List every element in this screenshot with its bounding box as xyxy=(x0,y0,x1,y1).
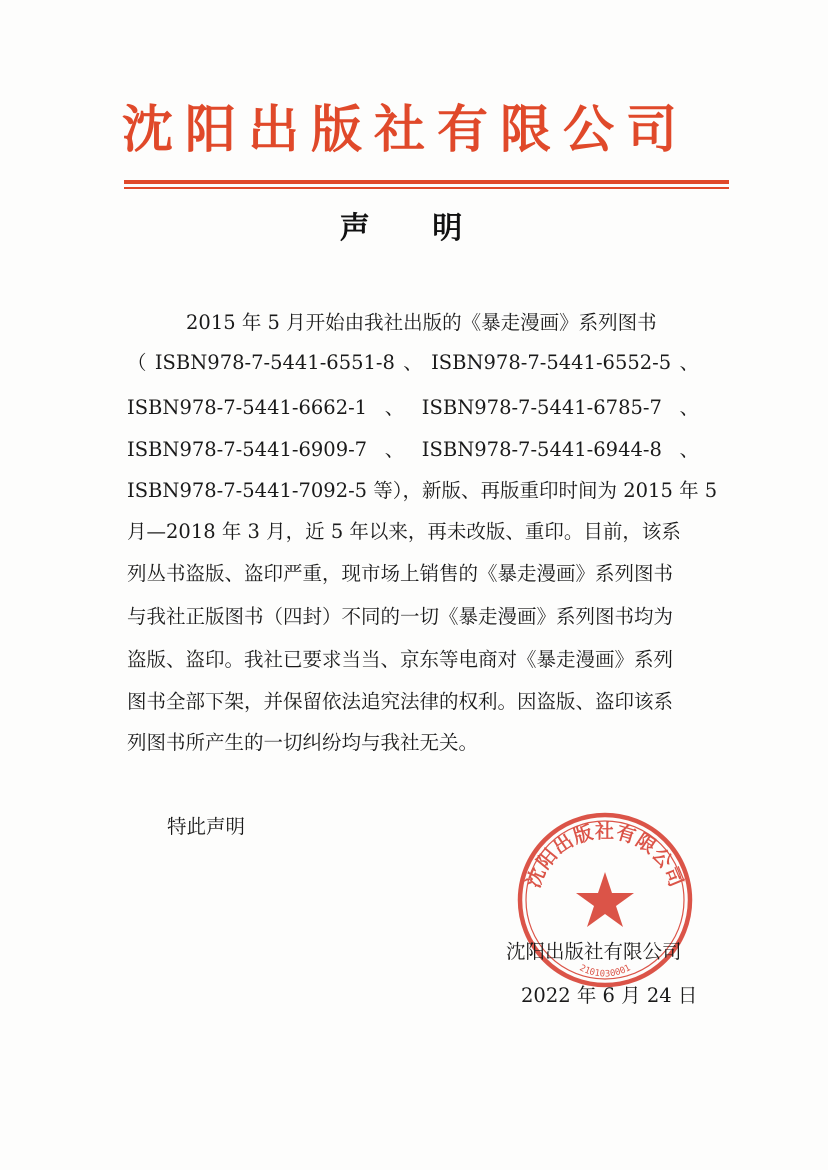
seal-code: 2101030001 xyxy=(577,963,633,980)
separator: 、 xyxy=(384,438,405,461)
letterhead-rule-thick xyxy=(124,180,729,184)
body-line-5: ISBN978-7-5441-7092-5 等），新版、再版重印时间为 2015 年 5 xyxy=(127,479,718,502)
seal-star-icon xyxy=(576,872,634,927)
letterhead-company-name: 沈阳出版社有限公司 xyxy=(122,101,690,160)
letterhead-rule-thin xyxy=(124,187,729,189)
signature-organization: 沈阳出版社有限公司 xyxy=(506,940,682,963)
body-line-9: 盗版、盗印。我社已要求当当、京东等电商对《暴走漫画》系列 xyxy=(127,648,674,671)
isbn-2: ISBN978-7-5441-6552-5 xyxy=(431,351,672,374)
body-line-7: 列丛书盗版、盗印严重，现市场上销售的《暴走漫画》系列图书 xyxy=(127,562,674,585)
body-line-2 xyxy=(127,346,699,380)
closing-statement: 特此声明 xyxy=(167,815,246,838)
separator: 、 xyxy=(384,396,405,419)
body-line-4 xyxy=(127,433,699,467)
separator: 、 xyxy=(679,396,699,419)
document-heading: 声 明 xyxy=(339,211,489,246)
open-paren: （ xyxy=(127,351,147,374)
body-line-3 xyxy=(127,391,699,425)
body-line-11: 列图书所产生的一切纠纷均与我社无关。 xyxy=(127,731,479,754)
body-line-1: 2015 年 5 月开始由我社出版的《暴走漫画》系列图书 xyxy=(186,311,657,334)
separator: 、 xyxy=(679,351,699,374)
isbn-4: ISBN978-7-5441-6785-7 xyxy=(421,396,662,419)
isbn-5: ISBN978-7-5441-6909-7 xyxy=(127,438,368,461)
body-line-8: 与我社正版图书（四封）不同的一切《暴走漫画》系列图书均为 xyxy=(127,605,674,628)
separator: 、 xyxy=(403,351,423,374)
body-line-10: 图书全部下架，并保留依法追究法律的权利。因盗版、盗印该系 xyxy=(127,690,674,713)
separator: 、 xyxy=(679,438,699,461)
isbn-3: ISBN978-7-5441-6662-1 xyxy=(127,396,368,419)
body-line-6: 月—2018 年 3 月，近 5 年以来，再未改版、重印。目前，该系 xyxy=(127,520,681,543)
isbn-6: ISBN978-7-5441-6944-8 xyxy=(421,438,662,461)
seal-text: 沈阳出版社有限公司 xyxy=(522,820,688,891)
isbn-1: ISBN978-7-5441-6551-8 xyxy=(154,351,395,374)
signature-date: 2022 年 6 月 24 日 xyxy=(521,984,698,1007)
